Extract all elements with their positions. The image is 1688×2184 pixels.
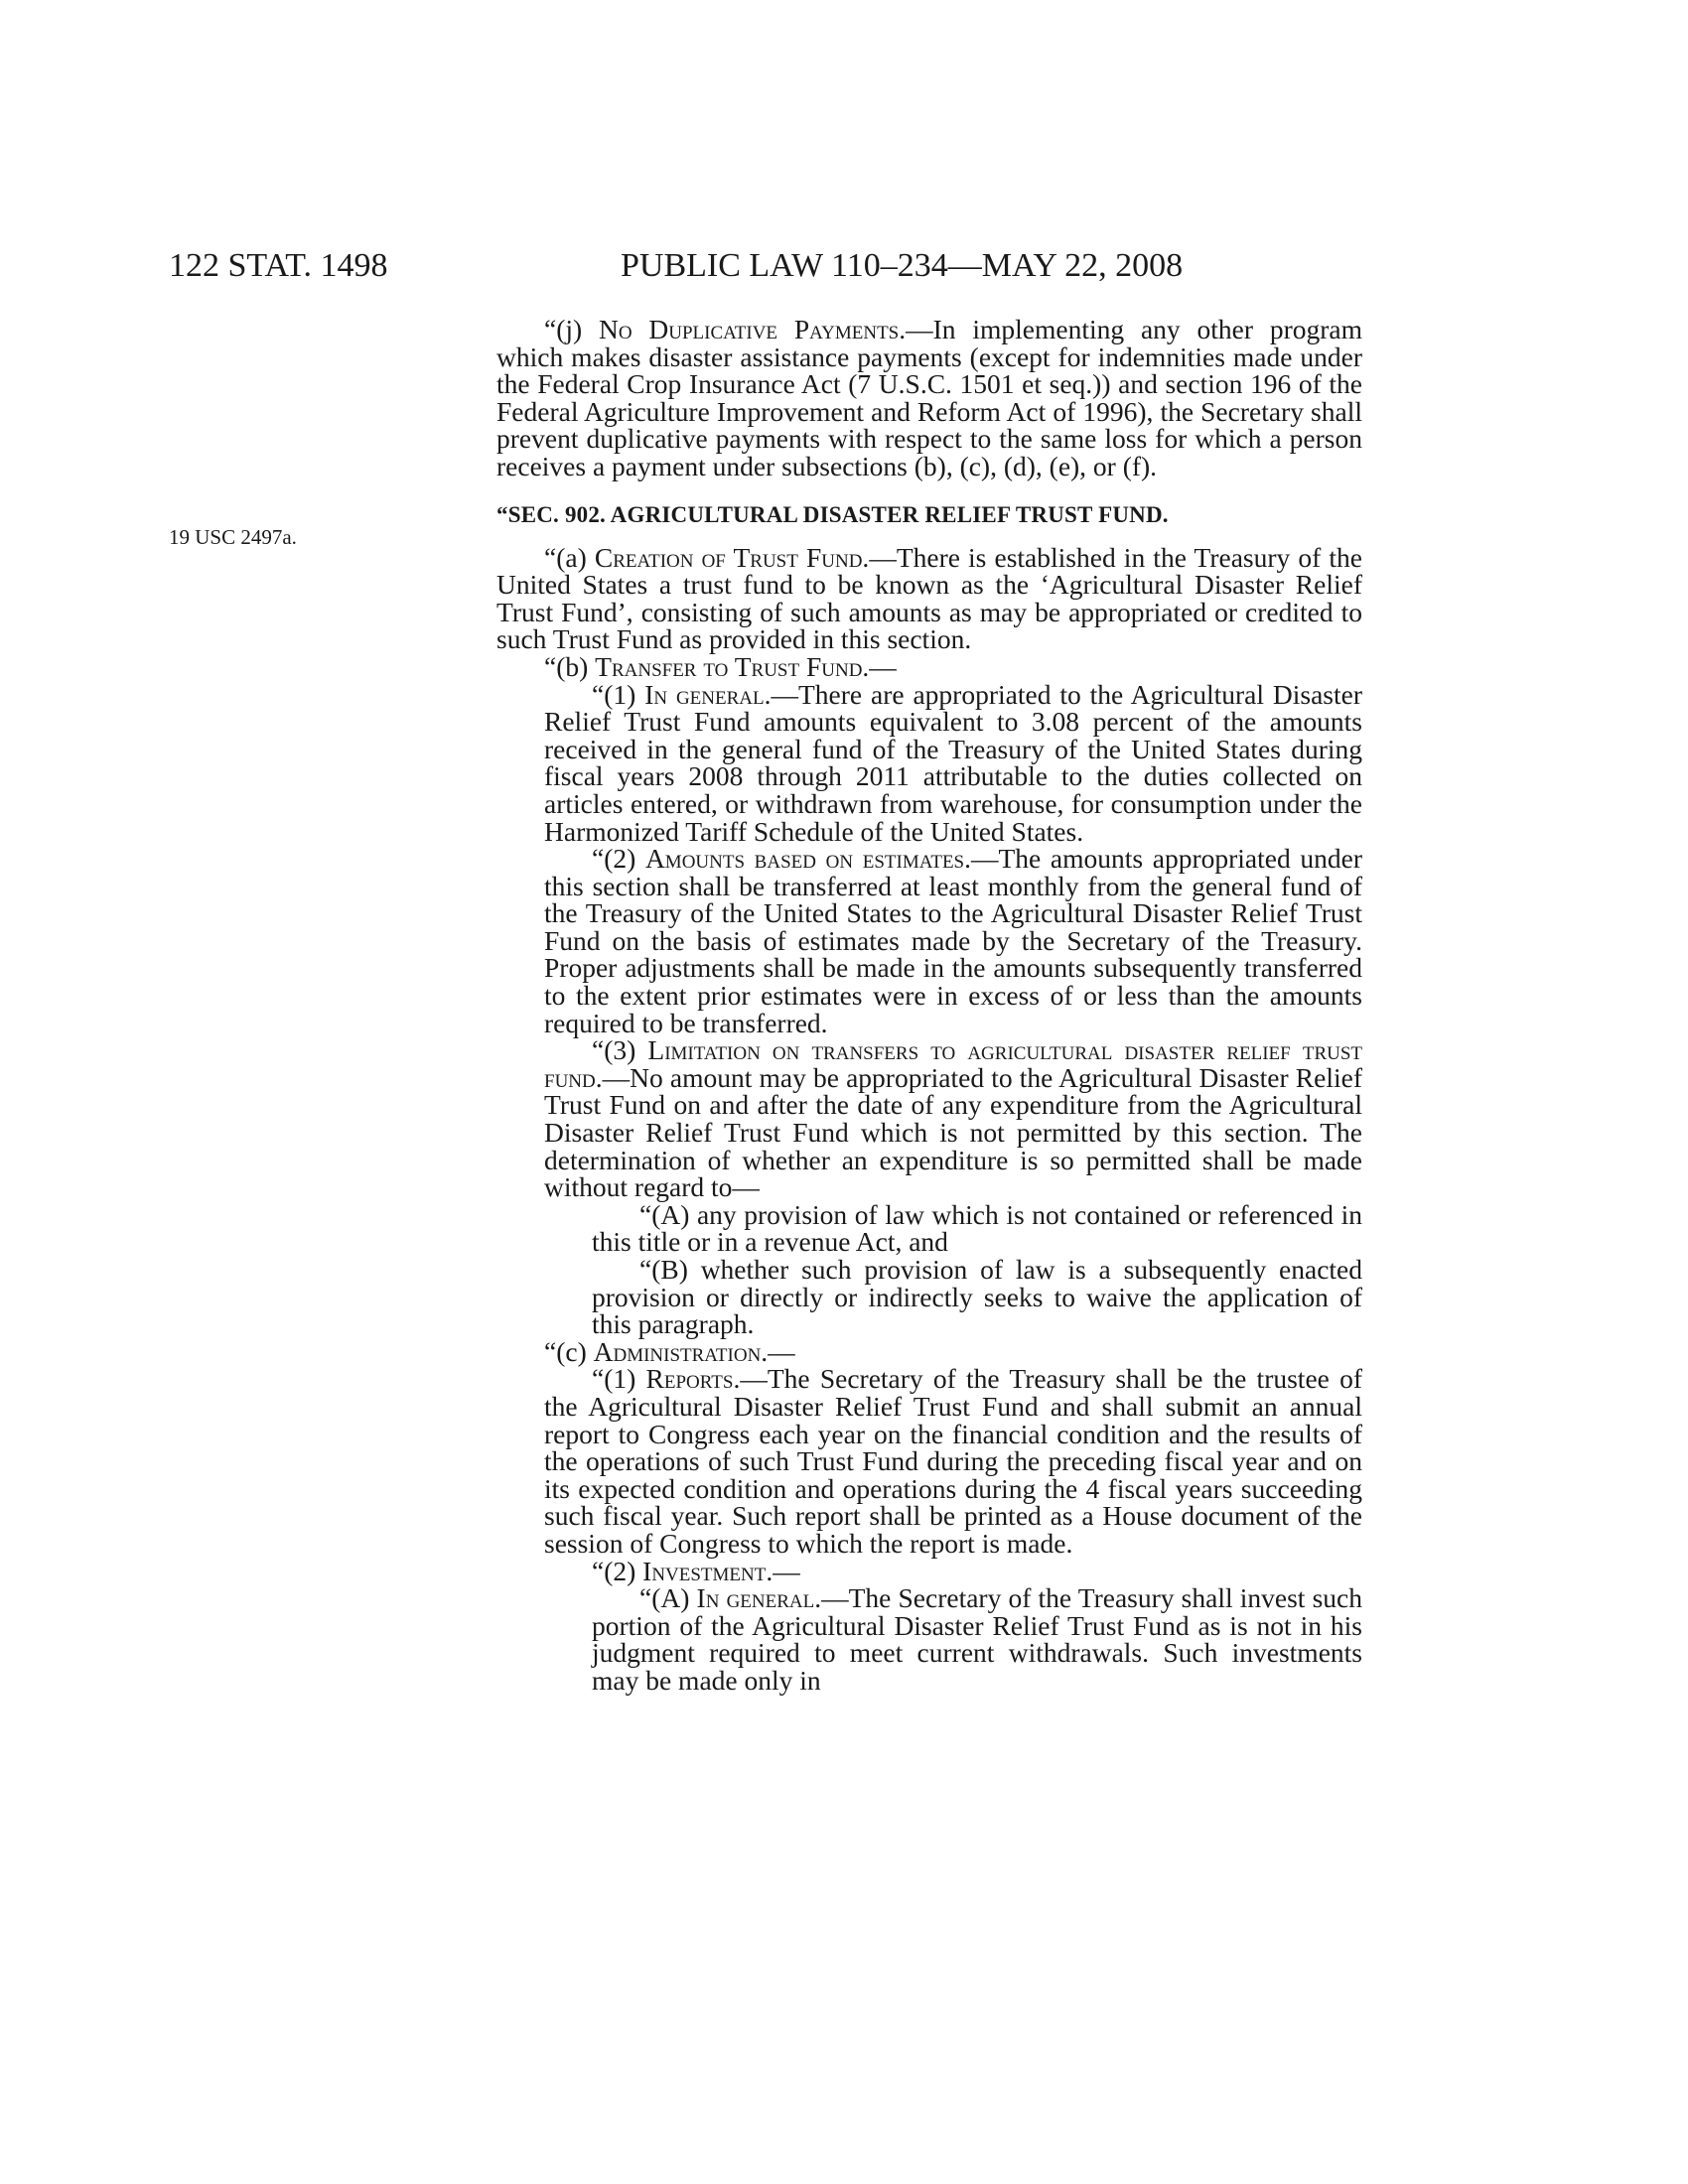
- paragraph-j-text: —In implementing any other program which makes disaster assistance payments (except for indemnities made under the Federal Crop Insurance Act (7 U.S.C. 1501 et seq.)) and section 196 of the Federal Agriculture Improvement and Reform Act of 1996), the Secretary shall prevent duplicative payments with respect to the same loss for which a person receives a payment under subsections (b), (c), (d), (e), or (f).: [496, 314, 1362, 481]
- paragraph-c2: [496, 1555, 1362, 1586]
- subsection-c-text: —: [768, 1335, 795, 1367]
- paragraph-b3-text: —No amount may be appropriated to the Agricultural Disaster Relief Trust Fund on and after the date of any expenditure from the Agricultural Disaster Relief Trust Fund which is not permitted by this section. The determination of whether an expenditure is so permitted shall be made without regard to—: [544, 1061, 1362, 1203]
- paragraph-b1-text: —There are appropriated to the Agricultural Disaster Relief Trust Fund amounts equivalent to 3.08 percent of the amounts received in the general fund of the Treasury of the United States during fiscal years 2008 through 2011 attributable to the duties collected on articles entered, or withdrawn from warehouse, for consumption under the Harmonized Tariff Schedule of the United States.: [544, 678, 1362, 847]
- page-header: [0, 244, 1688, 288]
- paragraph-b1-heading: In general.: [644, 678, 772, 710]
- subsection-a: [496, 541, 1363, 655]
- paragraph-c1-heading: Reports.: [645, 1363, 741, 1395]
- subsection-b-heading: Transfer to Trust Fund.: [595, 650, 870, 682]
- paragraph-b1-lead: “(1): [592, 678, 636, 710]
- paragraph-j: [496, 316, 1362, 480]
- paragraph-b3: [496, 1036, 1362, 1201]
- margin-note-usc: 19 USC 2497a.: [169, 525, 297, 549]
- subsection-b-text: —: [869, 650, 897, 682]
- public-law-title: PUBLIC LAW 110–234—MAY 22, 2008: [621, 247, 1184, 284]
- subparagraph-b3a: “(A) any provision of law which is not contained or referenced in this title or in a revenue Act, and: [592, 1198, 1362, 1258]
- subparagraph-c2a-lead: “(A): [639, 1582, 690, 1614]
- paragraph-c2-lead: “(2): [592, 1555, 636, 1586]
- paragraph-b1: [496, 678, 1362, 847]
- paragraph-c2-heading: Investment.: [642, 1555, 774, 1586]
- subparagraph-c2a: [496, 1584, 1362, 1694]
- subsection-c-heading: Administration.: [593, 1335, 769, 1367]
- paragraph-b2-heading: Amounts based on estimates.: [644, 843, 971, 875]
- subsection-c: [496, 1335, 1362, 1367]
- subsection-a-lead: “(a): [544, 541, 587, 573]
- paragraph-c1-lead: “(1): [592, 1363, 636, 1395]
- paragraph-j-heading: No Duplicative Payments.: [599, 314, 907, 344]
- subsection-b-lead: “(b): [544, 650, 589, 682]
- law-body: [496, 316, 1362, 1695]
- paragraph-c2-text: —: [773, 1555, 800, 1586]
- paragraph-j-lead: “(j): [544, 314, 583, 344]
- paragraph-b3-lead: “(3): [592, 1034, 636, 1066]
- statute-citation: 122 STAT. 1498: [169, 247, 388, 284]
- subsection-a-text: —There is established in the Treasury of the United States a trust fund to be known as the ‘Agricultural Disaster Relief Trust Fund’, consisting of such amounts as may be appropriated or credited to such Trust Fund as provided in this section.: [496, 541, 1363, 655]
- paragraph-b2-lead: “(2): [592, 843, 636, 875]
- subsection-b: [496, 650, 1362, 682]
- subparagraph-b3b: “(B) whether such provision of law is a subsequently enacted provision or directly or indirectly seeks to waive the application of this paragraph.: [592, 1254, 1362, 1340]
- section-902-heading: “SEC. 902. AGRICULTURAL DISASTER RELIEF TRUST FUND.: [496, 501, 1169, 527]
- paragraph-b2: [496, 845, 1362, 1036]
- paragraph-c1: [496, 1365, 1362, 1557]
- subparagraph-c2a-text: —The Secretary of the Treasury shall invest such portion of the Agricultural Disaster Relief Trust Fund as is not in his judgment required to meet current withdrawals. Such investments may be made only in: [592, 1582, 1362, 1696]
- paragraph-b2-text: —The amounts appropriated under this section shall be transferred at least monthly from the general fund of the Treasury of the United States to the Agricultural Disaster Relief Trust Fund on the basis of estimates made by the Secretary of the Treasury. Proper adjustments shall be made in the amounts subsequently transferred to the extent prior estimates were in excess of or less than the amounts required to be transferred.: [544, 843, 1362, 1038]
- paragraph-c1-text: —The Secretary of the Treasury shall be the trustee of the Agricultural Disaster Relief Trust Fund and shall submit an annual report to Congress each year on the financial condition and the results of the operations of such Trust Fund during the preceding fiscal year and on its expected condition and operations during the 4 fiscal years succeeding such fiscal year. Such report shall be printed as a House document of the session of Congress to which the report is made.: [544, 1363, 1362, 1559]
- subparagraph-c2a-heading: In general.: [696, 1582, 822, 1614]
- subsection-c-lead: “(c): [544, 1335, 587, 1367]
- paragraph-b3-heading: Limitation on transfers to agricultural disaster relief trust fund.: [544, 1034, 1363, 1093]
- subsection-a-heading: Creation of Trust Fund.: [594, 541, 870, 573]
